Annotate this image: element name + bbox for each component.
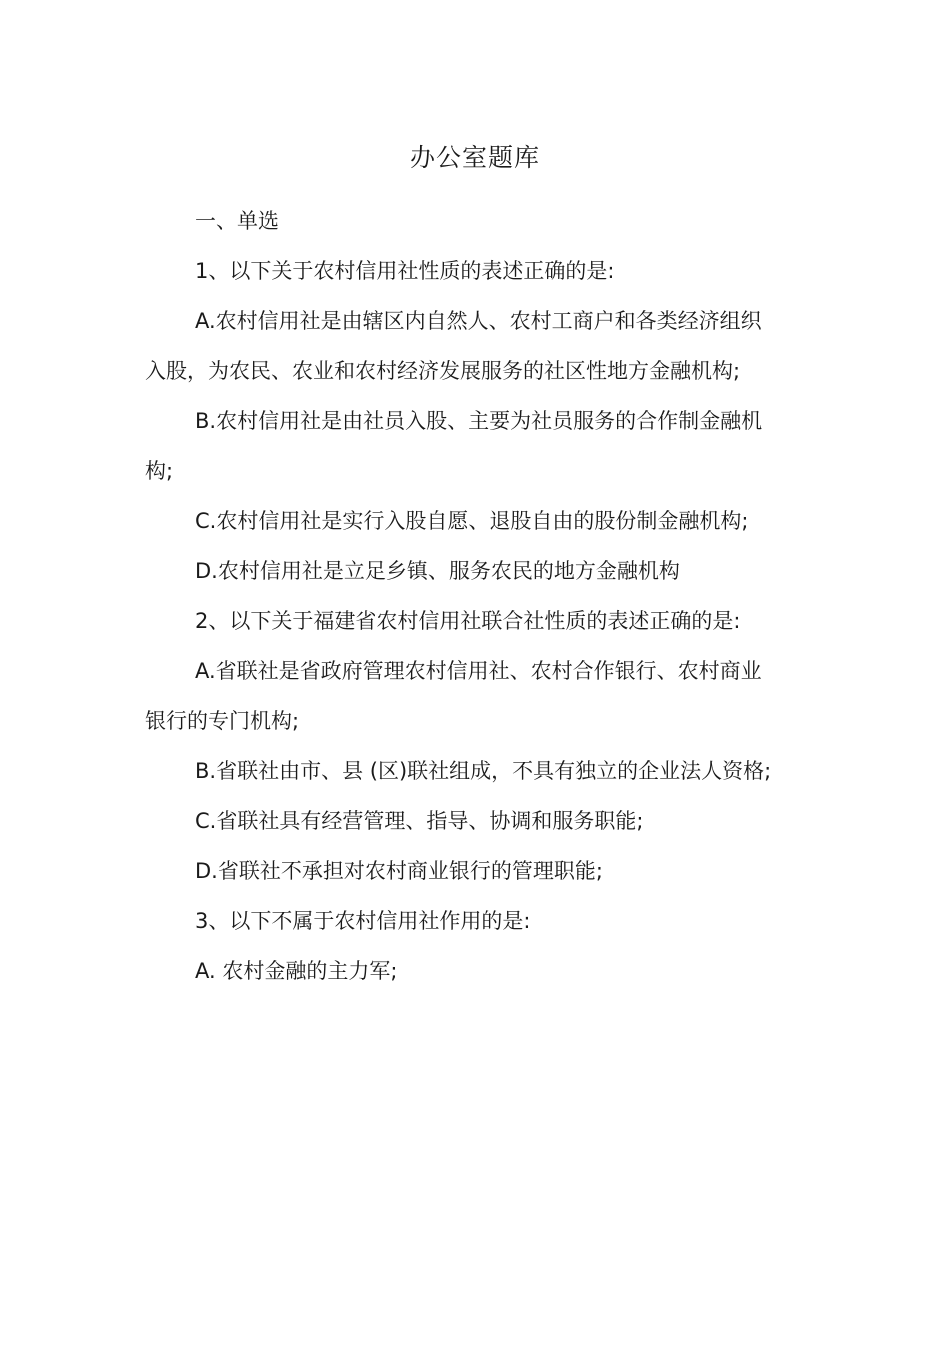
section-heading: 一、单选 <box>195 209 279 233</box>
question-3: 3、以下不属于农村信用社作用的是: <box>195 909 531 933</box>
document-title: 办公室题库 <box>409 143 540 172</box>
question-1: 1、以下关于农村信用社性质的表述正确的是: <box>195 259 615 283</box>
question-1-option-c: C.农村信用社是实行入股自愿、退股自由的股份制金融机构; <box>195 509 749 533</box>
question-1-option-d: D.农村信用社是立足乡镇、服务农民的地方金融机构 <box>195 559 680 583</box>
document-body <box>145 196 775 996</box>
question-1-option-a: A.农村信用社是由辖区内自然人、农村工商户和各类经济组织入股，为农民、农业和农村经济发展服务的社区性地方金融机构; <box>145 309 762 383</box>
question-1-option-b: B.农村信用社是由社员入股、主要为社员服务的合作制金融机构; <box>145 409 763 483</box>
question-2-option-d: D.省联社不承担对农村商业银行的管理职能; <box>195 859 603 883</box>
question-3-option-a: A. 农村金融的主力军; <box>195 959 398 983</box>
question-2-option-c: C.省联社具有经营管理、指导、协调和服务职能; <box>195 809 644 833</box>
question-2-option-a: A.省联社是省政府管理农村信用社、农村合作银行、农村商业银行的专门机构; <box>145 659 762 733</box>
question-2: 2、以下关于福建省农村信用社联合社性质的表述正确的是: <box>195 609 741 633</box>
question-2-option-b: B.省联社由市、县 (区)联社组成，不具有独立的企业法人资格; <box>195 759 772 783</box>
